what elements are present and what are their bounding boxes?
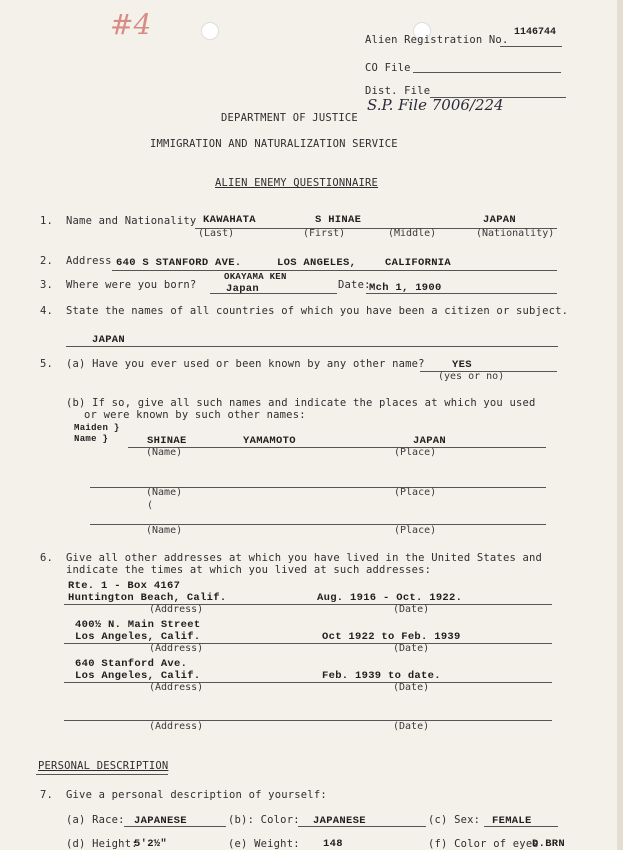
sex-label: (c) Sex: [428,814,481,826]
q5b-caption-place-2: (Place) [394,487,437,498]
q5a-answer: YES [452,359,472,371]
page-edge [617,0,623,850]
q5b-label-line2: or were known by such other names: [84,409,306,421]
q2-street: 640 S STANFORD AVE. [116,257,242,269]
q6-entry1-line2: Huntington Beach, Calif. [68,592,227,604]
eye-color-value: D.BRN [532,838,566,850]
q5b-label-line1: (b) If so, give all such names and indicate the places at which you used [66,397,536,409]
race-value: JAPANESE [134,815,187,827]
q6-label-line1: Give all other addresses at which you have lived in the United States and [66,552,543,564]
q2-number: 2. [40,255,54,267]
q1-caption-first: (First) [303,228,346,239]
q3-birth-province: OKAYAMA KEN [224,272,287,282]
q2-state: CALIFORNIA [385,257,452,269]
punch-hole [201,22,219,40]
q5b-caption-place: (Place) [394,447,437,458]
personal-description-heading: PERSONAL DESCRIPTION [38,760,169,772]
q2-label: Address [66,255,112,267]
q1-first-name: S HINAE [315,214,362,226]
weight-value: 148 [323,838,343,850]
q6-number: 6. [40,552,54,564]
q7-number: 7. [40,789,54,801]
q1-number: 1. [40,215,54,227]
q1-last-name: KAWAHATA [203,214,256,226]
sp-file-handwritten: S.P. File 7006/224 [367,96,504,114]
q6-caption-address-2: (Address) [149,643,204,654]
q3-label: Where were you born? [66,279,197,291]
q5b-maiden-line1: Maiden } [74,423,120,433]
q5b-caption-name-3: (Name) [146,525,183,536]
dist-file-label: Dist. File [365,85,431,97]
q6-entry3-line2: Los Angeles, Calif. [75,670,201,682]
q6-caption-date-3: (Date) [393,682,430,693]
q4-answer: JAPAN [92,334,126,346]
q5b-caption-name: (Name) [146,447,183,458]
q6-entry3-date: Feb. 1939 to date. [322,670,441,682]
q6-entry2-line2: Los Angeles, Calif. [75,631,201,643]
co-file-label: CO File [365,62,411,74]
q6-caption-address-4: (Address) [149,721,204,732]
q5b-paren-mark: ( [147,500,154,511]
handwritten-number: #4 [110,8,152,41]
q6-caption-address-1: (Address) [149,604,204,615]
q1-caption-last: (Last) [198,228,235,239]
q3-date-label: Date: [338,279,371,291]
q6-entry1-date: Aug. 1916 - Oct. 1922. [317,592,463,604]
height-value: 5'2½" [134,838,168,850]
q1-caption-nationality: (Nationality) [476,228,555,239]
eye-color-label: (f) Color of eyes [428,838,539,850]
q3-number: 3. [40,279,54,291]
registration-label: Alien Registration No. [365,34,509,46]
q5b-caption-place-3: (Place) [394,525,437,536]
q6-entry2-line1: 400½ N. Main Street [75,619,201,631]
height-label: (d) Height: [66,838,138,850]
q6-label-line2: indicate the times at which you lived at such addresses: [66,564,432,576]
form-title: ALIEN ENEMY QUESTIONNAIRE [215,177,379,189]
q6-caption-date-4: (Date) [393,721,430,732]
q1-caption-middle: (Middle) [388,228,437,239]
q5b-other-surname: YAMAMOTO [243,435,296,447]
q3-birth-place: Japan [226,283,260,295]
q6-caption-date-1: (Date) [393,604,430,615]
q5b-other-name: SHINAE [147,435,187,447]
q5b-caption-name-2: (Name) [146,487,183,498]
q5b-other-place: JAPAN [413,435,447,447]
weight-label: (e) Weight: [228,838,300,850]
color-label: (b): Color: [228,814,300,826]
q2-city: LOS ANGELES, [277,257,357,269]
q4-number: 4. [40,305,54,317]
q6-entry1-line1: Rte. 1 - Box 4167 [68,580,181,592]
registration-number: 1146744 [514,27,557,38]
q4-label: State the names of all countries of which you have been a citizen or subject. [66,305,569,317]
q6-entry3-line1: 640 Stanford Ave. [75,658,188,670]
sex-value: FEMALE [492,815,532,827]
q5a-caption: (yes or no) [438,371,505,382]
q6-caption-date-2: (Date) [393,643,430,654]
q6-caption-address-3: (Address) [149,682,204,693]
race-label: (a) Race: [66,814,125,826]
q5-number: 5. [40,358,54,370]
q7-label: Give a personal description of yourself: [66,789,327,801]
q3-birth-date: Mch 1, 1900 [369,282,442,294]
color-value: JAPANESE [313,815,366,827]
q1-label: Name and Nationality [66,215,197,227]
department-title: DEPARTMENT OF JUSTICE [221,112,358,124]
q1-nationality: JAPAN [483,214,517,226]
q5b-maiden-line2: Name } [74,434,109,444]
q6-entry2-date: Oct 1922 to Feb. 1939 [322,631,461,643]
q5a-label: (a) Have you ever used or been known by any other name? [66,358,425,370]
service-title: IMMIGRATION AND NATURALIZATION SERVICE [150,138,398,150]
